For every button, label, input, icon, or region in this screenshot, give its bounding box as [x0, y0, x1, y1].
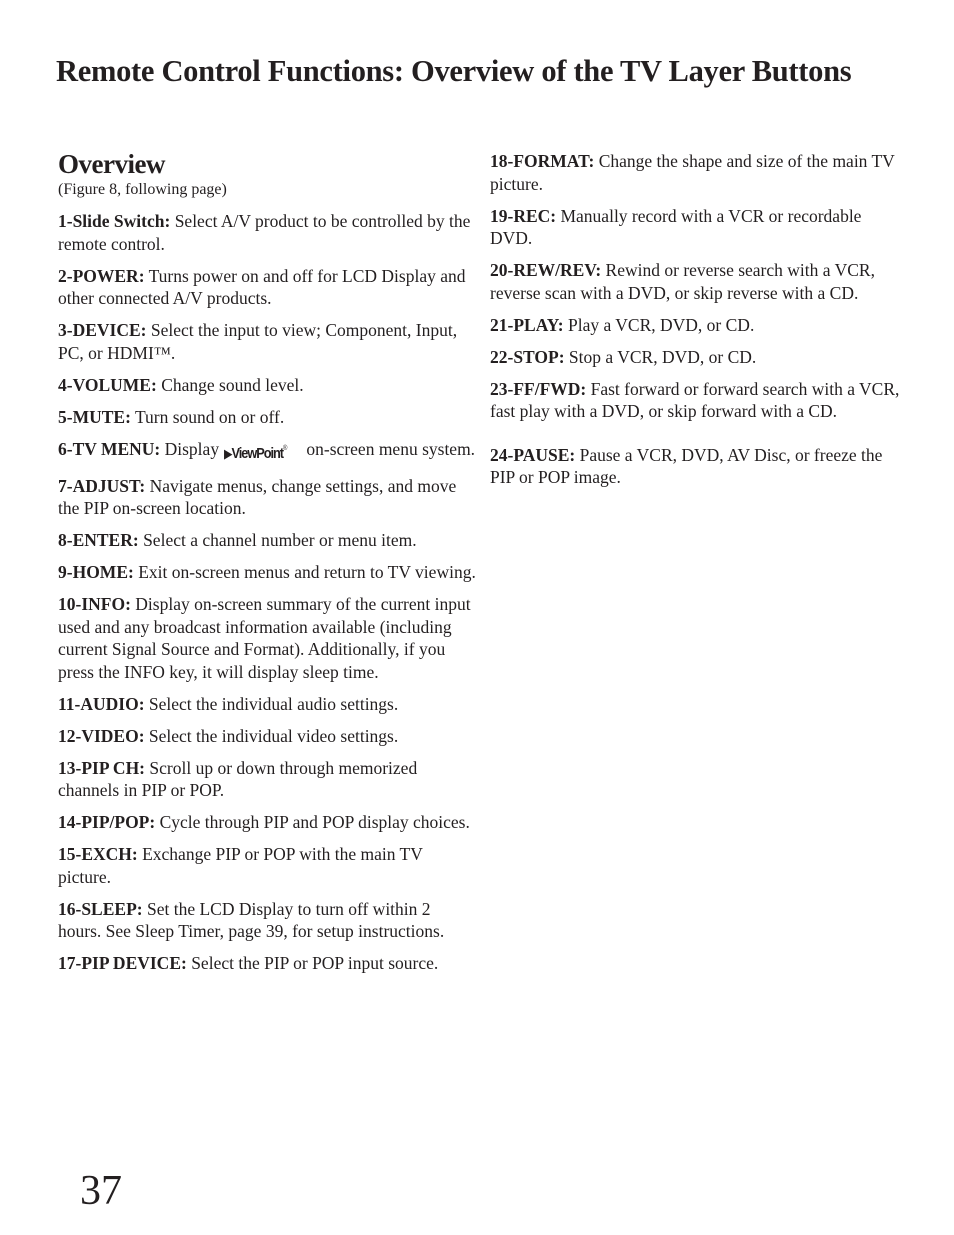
- entry-term: 10-INFO:: [58, 594, 131, 614]
- viewpoint-logo: [224, 438, 287, 466]
- entry-term: 8-ENTER:: [58, 530, 139, 550]
- entry-desc: Display on-screen summary of the current input used and any broadcast information available (including current Signal Source and Format). Additionally, if you press the INFO key, it will display sleep time.: [58, 594, 471, 682]
- entry-desc: Select A/V product to be controlled by the remote control.: [58, 211, 471, 254]
- entry-stop: [490, 346, 908, 369]
- entry-desc: Change sound level.: [156, 374, 304, 395]
- entry-play: [490, 314, 908, 337]
- entry-volume: [58, 374, 476, 397]
- entry-pause: [490, 444, 908, 489]
- entry-term: 7-ADJUST:: [58, 475, 146, 496]
- entry-desc: Exchange PIP or POP with the main TV picture.: [58, 844, 423, 887]
- entry-desc: Turns power on and off for LCD Display and other connected A/V products.: [58, 265, 466, 308]
- entry-desc: on-screen menu system.: [302, 438, 476, 459]
- viewpoint-logo-text: ViewPoint: [231, 444, 284, 462]
- entry-enter: [58, 529, 476, 552]
- page-title: Remote Control Functions: Overview of the TV Layer Buttons: [56, 54, 852, 88]
- entry-desc: Scroll up or down through memorized channels in PIP or POP.: [58, 757, 418, 800]
- entry-term: 20-REW/REV:: [490, 260, 602, 280]
- entry-home: [58, 561, 476, 584]
- section-heading: Overview: [58, 149, 165, 179]
- entry-desc: Exit on-screen menus and return to TV viewing.: [133, 562, 476, 582]
- entry-term: 5-MUTE:: [58, 406, 131, 427]
- entry-desc: Navigate menus, change settings, and move the PIP on-screen location.: [58, 475, 457, 518]
- entry-term: 15-EXCH:: [58, 844, 138, 864]
- entry-desc: Select the individual video settings.: [144, 725, 399, 746]
- entry-desc: Pause a VCR, DVD, AV Disc, or freeze the PIP or POP image.: [490, 444, 883, 487]
- entry-desc: Manually record with a VCR or recordable DVD.: [490, 205, 862, 248]
- entry-desc: Display: [160, 438, 224, 459]
- entry-desc: Set the LCD Display to turn off within 2 hours. See Sleep Timer, page 39, for setup instructions.: [58, 898, 445, 941]
- entry-term: 6-TV MENU:: [58, 438, 161, 459]
- entry-term: 23-FF/FWD:: [490, 378, 587, 399]
- entry-pip-pop: [58, 811, 476, 834]
- entry-audio: [58, 693, 476, 716]
- entry-mute: [58, 406, 476, 429]
- entry-term: 22-STOP:: [490, 346, 565, 367]
- entry-desc: Turn sound on or off.: [130, 406, 285, 427]
- entry-sleep: [58, 898, 476, 943]
- entry-term: 21-PLAY:: [490, 314, 564, 335]
- entry-term: 2-POWER:: [58, 265, 145, 286]
- entry-video: [58, 725, 476, 748]
- entry-desc: Stop a VCR, DVD, or CD.: [564, 346, 757, 367]
- entry-rew-rev: [490, 259, 908, 304]
- right-column: [490, 150, 908, 498]
- entry-desc: Select the input to view; Component, Input, PC, or HDMI™.: [58, 320, 458, 363]
- entry-term: 19-REC:: [490, 205, 557, 226]
- figure-reference: (Figure 8, following page): [58, 181, 227, 198]
- entry-exch: [58, 843, 476, 888]
- entry-info: [58, 593, 476, 683]
- entry-term: 17-PIP DEVICE:: [58, 953, 187, 973]
- entry-term: 9-HOME:: [58, 562, 134, 582]
- entry-format: [490, 150, 908, 195]
- entry-power: [58, 265, 476, 310]
- entry-desc: Select a channel number or menu item.: [138, 530, 417, 550]
- entry-desc: Play a VCR, DVD, or CD.: [563, 314, 755, 335]
- entry-term: 18-FORMAT:: [490, 151, 595, 171]
- entry-term: 11-AUDIO:: [58, 693, 145, 714]
- entry-term: 3-DEVICE:: [58, 320, 147, 340]
- entry-term: 16-SLEEP:: [58, 898, 143, 919]
- entry-slide-switch: [58, 210, 476, 255]
- page-number: 37: [80, 1168, 122, 1214]
- entry-desc: Cycle through PIP and POP display choices.: [155, 812, 470, 832]
- entry-term: 13-PIP CH:: [58, 757, 146, 778]
- play-triangle-icon: ▶: [224, 445, 232, 461]
- entry-adjust: [58, 475, 476, 520]
- entry-desc: Select the individual audio settings.: [144, 693, 399, 714]
- entry-rec: [490, 205, 908, 250]
- entry-pip-ch: [58, 757, 476, 802]
- entry-desc: Fast forward or forward search with a VCR, fast play with a DVD, or skip forward with a CD.: [490, 378, 900, 421]
- entry-term: 24-PAUSE:: [490, 444, 576, 465]
- entry-device: [58, 319, 476, 364]
- entry-desc: Rewind or reverse search with a VCR, reverse scan with a DVD, or skip reverse with a CD.: [490, 260, 875, 303]
- entry-term: 4-VOLUME:: [58, 374, 157, 395]
- entry-tv-menu: [58, 438, 476, 466]
- left-column: [58, 148, 476, 984]
- entry-desc: Change the shape and size of the main TV picture.: [490, 151, 895, 194]
- entry-term: 12-VIDEO:: [58, 725, 145, 746]
- entry-term: 14-PIP/POP:: [58, 812, 156, 832]
- entry-pip-device: [58, 952, 476, 975]
- registered-mark: ®: [283, 444, 288, 452]
- entry-desc: Select the PIP or POP input source.: [186, 953, 439, 973]
- entry-ff-fwd: [490, 378, 908, 423]
- entry-term: 1-Slide Switch:: [58, 211, 171, 231]
